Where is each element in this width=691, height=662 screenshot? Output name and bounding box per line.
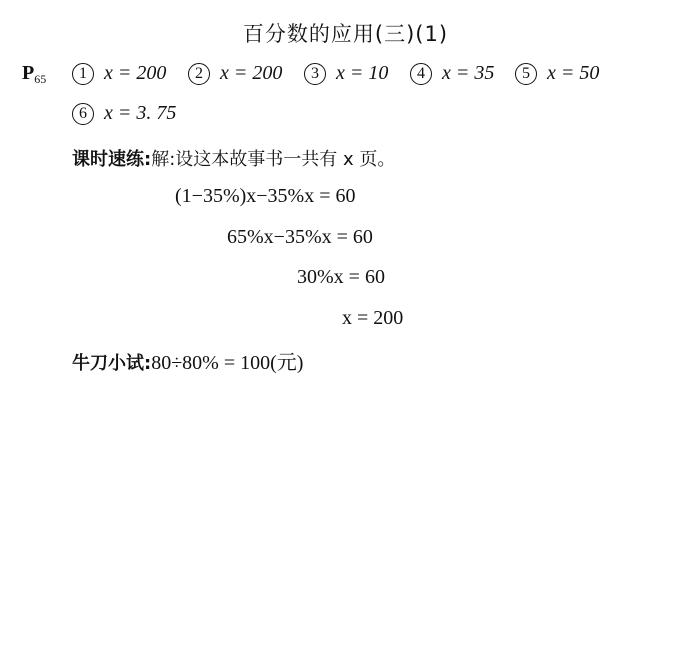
answer-item — [72, 102, 176, 125]
answer-expression: x = 10 — [336, 62, 389, 84]
practice-solution: 解:设这本故事书一共有 x 页。 — [151, 149, 396, 170]
equation-step: 65%x−35%x = 60 — [227, 226, 373, 248]
trial-solution: 80÷80% = 100(元) — [151, 352, 304, 374]
page-reference-letter: P — [22, 62, 35, 84]
answer-number: 3 — [304, 63, 326, 85]
answer-number: 4 — [410, 63, 432, 85]
equation-step: x = 200 — [342, 307, 404, 329]
answer-number: 1 — [72, 63, 94, 85]
answer-expression: x = 50 — [547, 62, 600, 84]
trial-label: 牛刀小试: — [72, 353, 152, 374]
answer-number: 6 — [72, 103, 94, 125]
answer-item — [515, 62, 599, 85]
answer-number: 5 — [515, 63, 537, 85]
answer-expression: x = 200 — [220, 62, 283, 84]
page-reference-number: 65 — [34, 72, 47, 86]
answer-item — [188, 62, 282, 85]
trial-line — [72, 346, 303, 375]
answer-number: 2 — [188, 63, 210, 85]
page-title: 百分数的应用(三)(1) — [242, 22, 449, 46]
practice-line — [72, 145, 395, 171]
answer-item — [304, 62, 388, 85]
answer-expression: x = 200 — [104, 62, 167, 84]
answer-item — [410, 62, 494, 85]
answer-expression: x = 3. 75 — [104, 102, 177, 124]
equation-step: (1−35%)x−35%x = 60 — [175, 185, 356, 207]
equation-step: 30%x = 60 — [297, 266, 385, 288]
answer-item — [72, 62, 166, 85]
answer-expression: x = 35 — [442, 62, 495, 84]
practice-label: 课时速练: — [72, 149, 152, 170]
page-reference — [22, 62, 46, 87]
